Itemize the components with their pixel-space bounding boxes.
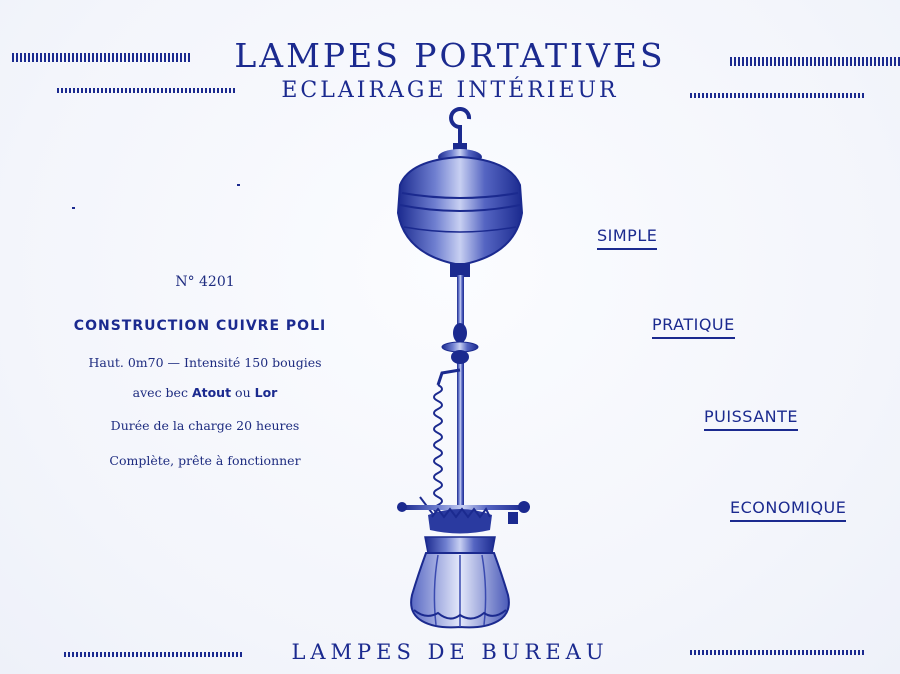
quality-economique: ECONOMIQUE: [730, 498, 846, 522]
footer-title: LAMPES DE BUREAU: [291, 640, 609, 664]
construction-heading: CONSTRUCTION CUIVRE POLI: [73, 318, 327, 334]
dimensions-line: Haut. 0m70 — Intensité 150 bougies: [88, 355, 322, 370]
quality-simple: SIMPLE: [597, 226, 657, 250]
burner-prefix: avec bec: [132, 385, 188, 400]
print-dot: [72, 207, 75, 209]
burner-or: ou: [235, 385, 251, 400]
quality-pratique: PRATIQUE: [652, 315, 735, 339]
burner-atout: Atout: [191, 385, 232, 400]
model-number: N° 4201: [175, 274, 235, 290]
burner-lor: Lor: [254, 385, 278, 400]
ready-line: Complète, prête à fonctionner: [109, 453, 301, 468]
page-title: LAMPES PORTATIVES: [234, 36, 666, 75]
duration-line: Durée de la charge 20 heures: [110, 418, 300, 433]
hanging-lamp-icon: [380, 105, 540, 635]
page-subtitle: ECLAIRAGE INTÉRIEUR: [281, 78, 619, 103]
burner-line: [40, 385, 370, 400]
quality-puissante: PUISSANTE: [704, 407, 798, 431]
print-dot: [237, 184, 240, 186]
